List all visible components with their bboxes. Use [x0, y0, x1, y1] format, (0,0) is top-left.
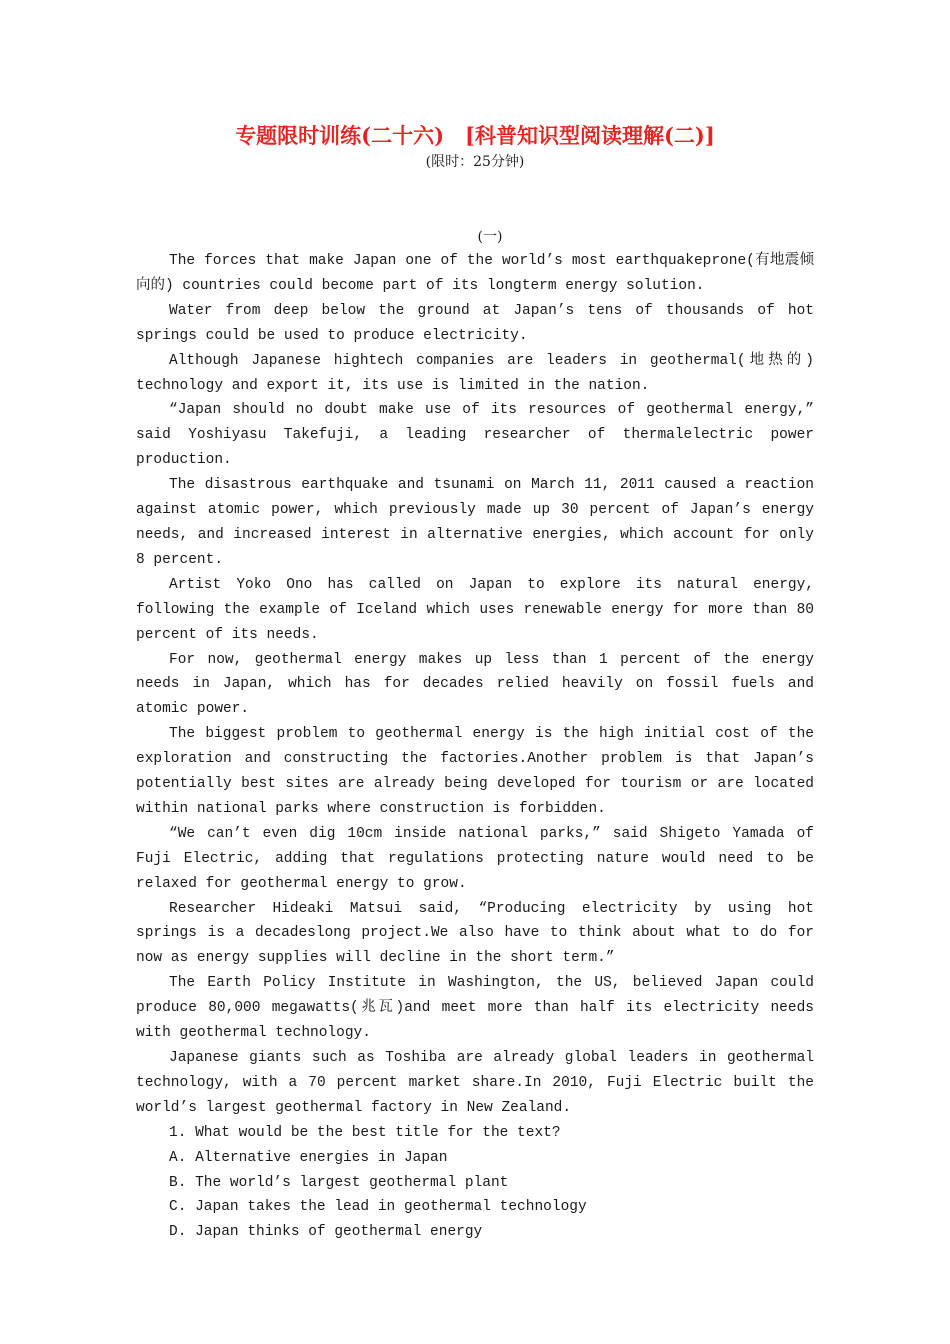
passage-paragraph: For now, geothermal energy makes up less than 1 percent of the energy needs in Japan, which has for decades relied heavily on fossil fuels and atomic power. [136, 651, 814, 718]
section-number: (一) [477, 229, 503, 245]
passage-paragraph: The forces that make Japan one of the world’s most earthquakeprone(有地震倾向的) countries could become part of its longterm energy solution. [136, 253, 814, 294]
passage-paragraph: Researcher Hideaki Matsui said, “Producing electricity by using hot springs is a decadeslong project.We also have to think about what to do for now as energy supplies will decline in the short term.” [136, 900, 814, 967]
time-limit-note: (限时：25分钟) [425, 154, 525, 170]
question-stem: 1. What would be the best title for the text? [169, 1124, 561, 1141]
page-title: 专题限时训练(二十六) [科普知识型阅读理解(二)] [235, 123, 715, 148]
passage-paragraph: “We can’t even dig 10cm inside national parks,” said Shigeto Yamada of Fuji Electric, adding that regulations protecting nature would need to be relaxed for geothermal energy to grow. [136, 825, 814, 892]
passage-paragraph: The disastrous earthquake and tsunami on March 11, 2011 caused a reaction against atomic power, which previously made up 30 percent of Japan’s energy needs, and increased interest in alternative energies, which account for only 8 percent. [136, 477, 814, 568]
passage-paragraph: The biggest problem to geothermal energy is the high initial cost of the exploration and constructing the factories.Another problem is that Japan’s potentially best sites are already being developed for tourism or are located within national parks where construction is forbidden. [136, 726, 814, 817]
answer-option-a: A. Alternative energies in Japan [169, 1149, 448, 1166]
passage-paragraph: Artist Yoko Ono has called on Japan to explore its natural energy, following the example of Iceland which uses renewable energy for more than 80 percent of its needs. [136, 576, 814, 643]
passage-paragraph: “Japan should no doubt make use of its resources of geothermal energy,” said Yoshiyasu Takefuji, a leading researcher of thermalelectric power production. [136, 402, 814, 469]
passage-paragraph: The Earth Policy Institute in Washington, the US, believed Japan could produce 80,000 megawatts(兆瓦)and meet more than half its electricity needs with geothermal technology. [136, 975, 814, 1042]
answer-option-c: C. Japan takes the lead in geothermal technology [169, 1199, 587, 1216]
passage-paragraph: Japanese giants such as Toshiba are already global leaders in geothermal technology, with a 70 percent market share.In 2010, Fuji Electric built the world’s largest geothermal factory in New Zealand. [136, 1050, 814, 1116]
passage-paragraph: Water from deep below the ground at Japan’s tens of thousands of hot springs could be used to produce electricity. [136, 302, 814, 344]
passage-paragraph: Although Japanese hightech companies are leaders in geothermal(地热的) technology and export it, its use is limited in the nation. [136, 352, 814, 394]
answer-option-b: B. The world’s largest geothermal plant [169, 1174, 509, 1191]
answer-option-d: D. Japan thinks of geothermal energy [169, 1224, 483, 1241]
reading-passage [136, 249, 814, 1245]
